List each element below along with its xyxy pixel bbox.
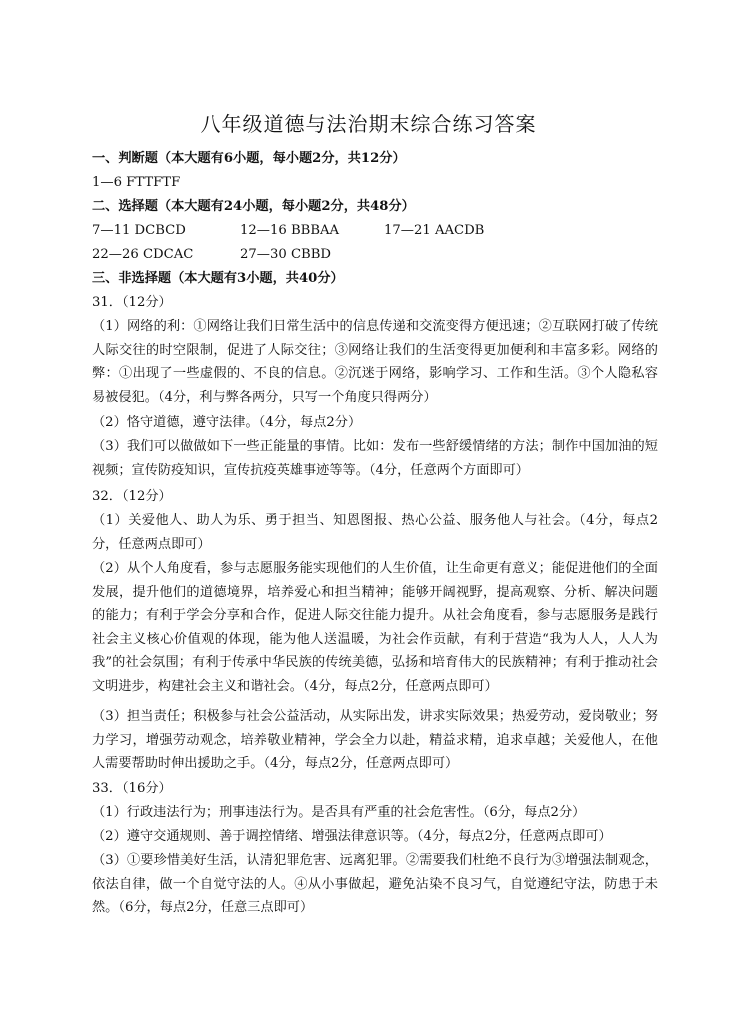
choice-answer-12-16: 12—16 BBBAA <box>240 223 340 238</box>
q32-part-2: （2）从个人角度看，参与志愿服务能实现他们的人生价值，让生命更有意义；能促进他们的全面发展，提升他们的道德境界，培养爱心和担当精神；能够开阔视野，提高观察、分析、解决问题的能力；有利于学会分享和合作，促进人际交往能力提升。从社会角度看，参与志愿服务是践行社会主义核心价值观的体现，能为他人送温暖，为社会作贡献，有利于营造“我为人人，人人为我”的社会氛围；有利于传承中华民族的传统美德，弘扬和培育伟大的民族精神；有利于推动社会文明进步，构建社会主义和谐社会。（4分，每点2分，任意两点即可） <box>92 561 658 694</box>
q33-label: 33．（16分） <box>92 781 172 796</box>
q31-part-2: （2）恪守道德，遵守法律。（4分，每点2分） <box>92 415 362 430</box>
q32-label: 32．（12分） <box>92 489 172 504</box>
section-3-heading: 三、非选择题（本大题有3小题，共40分） <box>92 271 344 286</box>
q31-part-1: （1）网络的利：①网络让我们日常生活中的信息传递和交流变得方便迅速；②互联网打破了传统人际交往的时空限制，促进了人际交往；③网络让我们的生活变得更加便利和丰富多彩。网络的弊：①出现了一些虚假的、不良的信息。②沉迷于网络，影响学习、工作和生活。③个人隐私容易被侵犯。（4分，利与弊各两分，只写一个角度只得两分） <box>92 319 658 405</box>
q32-part-1: （1）关爱他人、助人为乐、勇于担当、知恩图报、热心公益、服务他人与社会。（4分，每点2分，任意两点即可） <box>92 513 658 552</box>
choice-answer-22-26: 22—26 CDCAC <box>92 247 194 262</box>
q31-part-3: （3）我们可以做做如下一些正能量的事情。比如：发布一些舒缓情绪的方法；制作中国加油的短视频；宣传防疫知识，宣传抗疫英雄事迹等等。（4分，任意两个方面即可） <box>92 439 658 478</box>
q32-part-3: （3）担当责任；积极参与社会公益活动，从实际出发，讲求实际效果；热爱劳动，爱岗敬业；努力学习，增强劳动观念，培养敬业精神，学会全力以赴，精益求精，追求卓越；关爱他人，在他人需要帮助时伸出援助之手。（4分，每点2分，任意两点即可） <box>92 709 658 772</box>
choice-answer-7-11: 7—11 DCBCD <box>92 223 186 238</box>
choice-answer-17-21: 17—21 AACDB <box>384 223 485 238</box>
section-2-heading: 二、选择题（本大题有24小题，每小题2分，共48分） <box>92 199 415 214</box>
q31-label: 31．（12分） <box>92 295 172 310</box>
page-title: 八年级道德与法治期末综合练习答案 <box>200 112 537 136</box>
choice-answer-27-30: 27—30 CBBD <box>240 247 331 262</box>
q33-part-1: （1）行政违法行为；刑事违法行为。是否具有严重的社会危害性。（6分，每点2分） <box>92 805 586 820</box>
section-1-heading: 一、判断题（本大题有6小题，每小题2分，共12分） <box>92 151 406 166</box>
q33-part-3: （3）①要珍惜美好生活，认清犯罪危害、远离犯罪。②需要我们杜绝不良行为③增强法制观念，依法自律，做一个自觉守法的人。④从小事做起，避免沾染不良习气，自觉遵纪守法，防患于未然。（6分，每点2分，任意三点即可） <box>92 853 658 916</box>
section-1-answer: 1—6 FTTFTF <box>92 175 181 190</box>
q33-part-2: （2）遵守交通规则、善于调控情绪、增强法律意识等。（4分，每点2分，任意两点即可） <box>92 829 612 844</box>
